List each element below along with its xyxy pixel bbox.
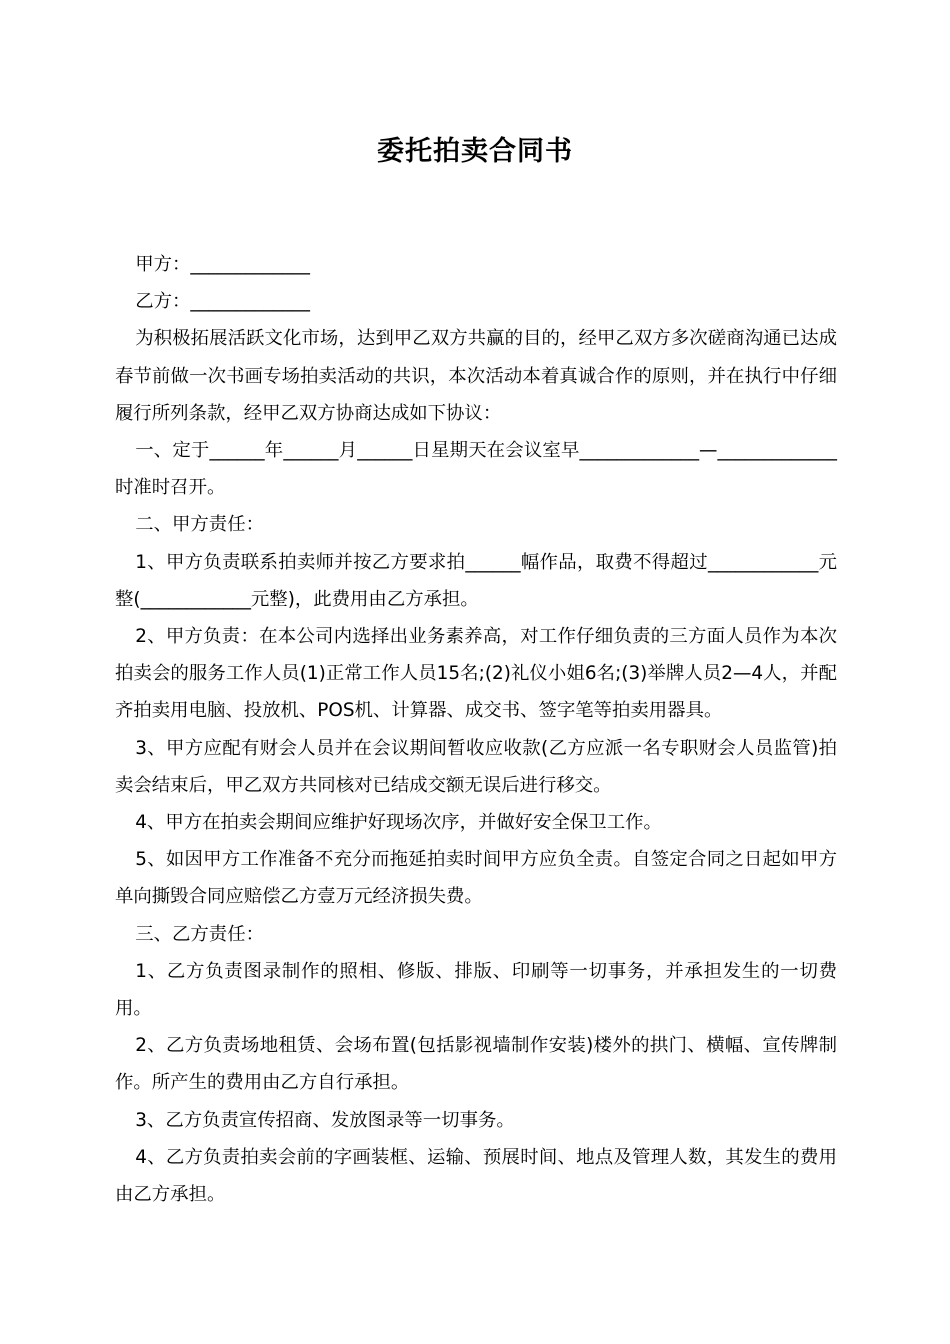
party-b-line: 乙方：_____________ [135, 291, 310, 313]
party-a-item-5: 5、如因甲方工作准备不充分而拖延拍卖时间甲方应负全责。自签定合同之日起如甲方单向撕毁合同应赔偿乙方壹万元经济损失费。 [115, 849, 837, 908]
party-b-item-3: 3、乙方负责宣传招商、发放图录等一切事务。 [135, 1109, 515, 1131]
party-b-item-4: 4、乙方负责拍卖会前的字画装框、运输、预展时间、地点及管理人数，其发生的费用由乙方承担。 [115, 1146, 837, 1206]
party-b-item-2: 2、乙方负责场地租赁、会场布置(包括影视墙制作安装)楼外的拱门、横幅、宣传牌制作。所产生的费用由乙方自行承担。 [115, 1035, 837, 1094]
party-a-line: 甲方：_____________ [135, 254, 310, 275]
party-a-item-4: 4、甲方在拍卖会期间应维护好现场次序，并做好安全保卫工作。 [135, 812, 662, 834]
party-a-item-3: 3、甲方应配有财会人员并在会议期间暂收应收款(乙方应派一名专职财会人员监管)拍卖会结束后，甲乙双方共同核对已结成交额无误后进行移交。 [115, 737, 837, 796]
party-a-item-1: 1、甲方负责联系拍卖师并按乙方要求拍______幅作品，取费不得超过____________元整(____________元整)，此费用由乙方承担。 [115, 551, 837, 610]
preamble-paragraph: 为积极拓展活跃文化市场，达到甲乙双方共赢的目的，经甲乙双方多次磋商沟通已达成春节前做一次书画专场拍卖活动的共识，本次活动本着真诚合作的原则，并在执行中仔细履行所列条款，经甲乙双方协商达成如下协议： [115, 328, 837, 424]
party-b-item-1: 1、乙方负责图录制作的照相、修版、排版、印刷等一切事务，并承担发生的一切费用。 [115, 960, 837, 1020]
page-title: 委托拍卖合同书 [377, 136, 573, 167]
section-heading-party-a: 二、甲方责任： [135, 514, 264, 536]
clause-1-date: 一、定于______年______月______日星期天在会议室早_____________—_____________时准时召开。 [115, 440, 837, 499]
contract-body [115, 246, 837, 1213]
party-a-item-2: 2、甲方负责：在本公司内选择出业务素养高，对工作仔细负责的三方面人员作为本次拍卖会的服务工作人员(1)正常工作人员15名;(2)礼仪小姐6名;(3)举牌人员2—4人，并配齐拍卖用电脑、投放机、POS机、计算器、成交书、签字笔等拍卖用器具。 [115, 626, 837, 722]
section-heading-party-b: 三、乙方责任： [135, 923, 264, 945]
